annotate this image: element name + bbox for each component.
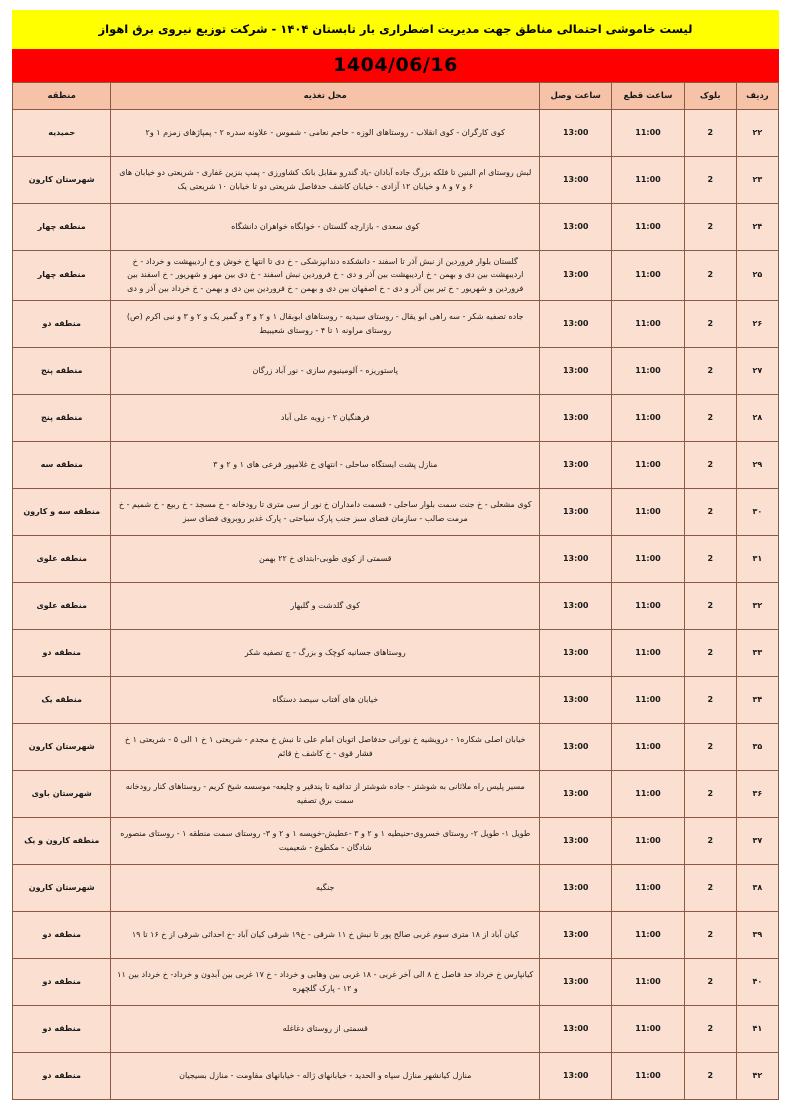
- outage-schedule-table: [12, 82, 779, 1100]
- cell-off-time: 11:00: [612, 864, 684, 911]
- cell-feed-location: خیابان های آفتاب سیصد دستگاه: [111, 676, 540, 723]
- cell-off-time: 11:00: [612, 1052, 684, 1099]
- cell-block: 2: [684, 441, 736, 488]
- column-header-row: ردیف: [736, 82, 778, 109]
- cell-off-time: 11:00: [612, 770, 684, 817]
- cell-feed-location: کوی گلدشت و گلبهار: [111, 582, 540, 629]
- table-row: [13, 1052, 779, 1099]
- cell-off-time: 11:00: [612, 488, 684, 535]
- cell-zone: منطقه علوی: [13, 535, 111, 582]
- cell-feed-location: کیان آباد از ۱۸ متری سوم غربی صالح پور تا نبش خ ۱۱ شرقی - خ۱۹ شرقی کیان آباد -خ احداثی شرقی از خ ۱۶ تا ۱۹: [111, 911, 540, 958]
- cell-row-number: ۳۲: [736, 582, 778, 629]
- cell-row-number: ۳۶: [736, 770, 778, 817]
- cell-off-time: 11:00: [612, 109, 684, 156]
- cell-zone: شهرستان کارون: [13, 723, 111, 770]
- table-row: [13, 817, 779, 864]
- cell-off-time: 11:00: [612, 1005, 684, 1052]
- column-header-on-time: ساعت وصل: [540, 82, 612, 109]
- cell-zone: منطقه علوی: [13, 582, 111, 629]
- cell-on-time: 13:00: [540, 582, 612, 629]
- cell-feed-location: فرهنگیان ۲ - زویه علی آباد: [111, 394, 540, 441]
- cell-on-time: 13:00: [540, 441, 612, 488]
- cell-row-number: ۲۴: [736, 203, 778, 250]
- cell-zone: منطقه دو: [13, 300, 111, 347]
- cell-feed-location: لبش روستای ام البنین تا فلکه بزرگ جاده آبادان -یاد گندرو مقابل بانک کشاورزی - پمپ بنزین غفاری - شریعتی دو خیابان های ۶ و ۷ و ۸ و خیابان ۱۲ آزادی - خیابان کاشف حدفاصل شریعتی دو تا خیابان ۱۰ شریعتی یک: [111, 156, 540, 203]
- cell-row-number: ۳۱: [736, 535, 778, 582]
- cell-zone: شهرستان کارون: [13, 864, 111, 911]
- table-row: [13, 911, 779, 958]
- table-row: [13, 723, 779, 770]
- column-header-feed-location: محل تغذیه: [111, 82, 540, 109]
- table-row: [13, 770, 779, 817]
- cell-off-time: 11:00: [612, 250, 684, 300]
- schedule-date: 1404/06/16: [12, 49, 779, 82]
- cell-off-time: 11:00: [612, 203, 684, 250]
- cell-feed-location: کیانپارس خ خرداد حد فاصل خ ۸ الی آخر غربی - ۱۸ غربی بین وهابی و خرداد - خ ۱۷ غربی بین آبدون و خرداد- خ خرداد بین ۱۱ و ۱۲ - پارک گلچهره: [111, 958, 540, 1005]
- cell-feed-location: روستاهای جسانیه کوچک و بزرگ - چ تصفیه شکر: [111, 629, 540, 676]
- table-header-row: [13, 82, 779, 109]
- cell-on-time: 13:00: [540, 723, 612, 770]
- cell-block: 2: [684, 723, 736, 770]
- cell-zone: منطقه سه: [13, 441, 111, 488]
- cell-feed-location: طویل ۱- طویل ۲- روستای خسروی-حنیطیه ۱ و ۲ و ۳ -عطیش-خویسه ۱ و ۲ و ۳- روستای سمت منطقه ۱ - روستای منصوره شادگان - مکطوع - شعیمیت: [111, 817, 540, 864]
- cell-row-number: ۳۴: [736, 676, 778, 723]
- table-row: [13, 347, 779, 394]
- cell-off-time: 11:00: [612, 156, 684, 203]
- cell-on-time: 13:00: [540, 203, 612, 250]
- cell-block: 2: [684, 488, 736, 535]
- cell-block: 2: [684, 347, 736, 394]
- cell-block: 2: [684, 394, 736, 441]
- cell-off-time: 11:00: [612, 394, 684, 441]
- cell-on-time: 13:00: [540, 958, 612, 1005]
- column-header-zone: منطقه: [13, 82, 111, 109]
- cell-zone: منطقه دو: [13, 958, 111, 1005]
- table-row: [13, 958, 779, 1005]
- cell-off-time: 11:00: [612, 347, 684, 394]
- cell-zone: منطقه چهار: [13, 250, 111, 300]
- cell-on-time: 13:00: [540, 817, 612, 864]
- cell-zone: حمیدیه: [13, 109, 111, 156]
- cell-feed-location: قسمتی از کوی طوبی-ابتدای خ ۲۲ بهمن: [111, 535, 540, 582]
- cell-feed-location: قسمتی از روستای دغاغله: [111, 1005, 540, 1052]
- cell-on-time: 13:00: [540, 535, 612, 582]
- cell-row-number: ۳۷: [736, 817, 778, 864]
- cell-feed-location: کوی سعدی - بازارچه گلستان - خوابگاه خواهران دانشگاه: [111, 203, 540, 250]
- cell-on-time: 13:00: [540, 250, 612, 300]
- table-row: [13, 1005, 779, 1052]
- cell-block: 2: [684, 958, 736, 1005]
- cell-off-time: 11:00: [612, 958, 684, 1005]
- page-title: لیست خاموشی احتمالی مناطق جهت مدیریت اضطراری بار تابستان ۱۴۰۴ - شرکت توزیع نیروی برق اهواز: [12, 10, 779, 49]
- cell-row-number: ۲۵: [736, 250, 778, 300]
- cell-on-time: 13:00: [540, 1005, 612, 1052]
- table-row: [13, 629, 779, 676]
- cell-block: 2: [684, 911, 736, 958]
- cell-block: 2: [684, 156, 736, 203]
- table-row: [13, 864, 779, 911]
- cell-block: 2: [684, 250, 736, 300]
- cell-on-time: 13:00: [540, 1052, 612, 1099]
- cell-block: 2: [684, 1005, 736, 1052]
- cell-on-time: 13:00: [540, 676, 612, 723]
- cell-on-time: 13:00: [540, 911, 612, 958]
- cell-block: 2: [684, 203, 736, 250]
- cell-feed-location: مسیر پلیس راه ملاثانی به شوشتر - جاده شوشتر از تدافیه تا پندقیر و چلیعه- موسسه شیخ کریم - روستاهای کنار رودخانه سمت برق تصفیه: [111, 770, 540, 817]
- cell-row-number: ۴۰: [736, 958, 778, 1005]
- table-row: [13, 394, 779, 441]
- table-row: [13, 676, 779, 723]
- cell-row-number: ۲۲: [736, 109, 778, 156]
- cell-zone: منطقه دو: [13, 1005, 111, 1052]
- cell-off-time: 11:00: [612, 817, 684, 864]
- cell-off-time: 11:00: [612, 300, 684, 347]
- table-row: [13, 250, 779, 300]
- cell-zone: شهرستان باوی: [13, 770, 111, 817]
- cell-feed-location: منازل کیانشهر منازل سپاه و الحدید - خیابانهای ژاله - خیابانهای مقاومت - منازل بسیجیان: [111, 1052, 540, 1099]
- cell-feed-location: جنگیه: [111, 864, 540, 911]
- cell-row-number: ۲۹: [736, 441, 778, 488]
- cell-zone: منطقه سه و کارون: [13, 488, 111, 535]
- cell-on-time: 13:00: [540, 347, 612, 394]
- cell-feed-location: خیابان اصلی شکاره۱ - درویشیه خ نورانی حدفاصل اتوبان امام علی تا نبش خ مجدم - شریعتی ۱ خ ۱ الی ۵ - شریعتی ۱ خ فشار قوی - خ کاشف خ قائم: [111, 723, 540, 770]
- cell-row-number: ۴۱: [736, 1005, 778, 1052]
- cell-on-time: 13:00: [540, 488, 612, 535]
- cell-zone: منطقه دو: [13, 1052, 111, 1099]
- cell-row-number: ۲۳: [736, 156, 778, 203]
- column-header-off-time: ساعت قطع: [612, 82, 684, 109]
- table-body: [13, 109, 779, 1099]
- cell-zone: منطقه پنج: [13, 394, 111, 441]
- table-row: [13, 300, 779, 347]
- cell-on-time: 13:00: [540, 864, 612, 911]
- cell-block: 2: [684, 770, 736, 817]
- cell-off-time: 11:00: [612, 582, 684, 629]
- cell-feed-location: منازل پشت ایستگاه ساحلی - انتهای خ غلامپور فرعی های ۱ و ۲ و ۳: [111, 441, 540, 488]
- cell-on-time: 13:00: [540, 770, 612, 817]
- cell-row-number: ۳۰: [736, 488, 778, 535]
- cell-row-number: ۲۶: [736, 300, 778, 347]
- cell-zone: منطقه چهار: [13, 203, 111, 250]
- cell-off-time: 11:00: [612, 441, 684, 488]
- cell-on-time: 13:00: [540, 109, 612, 156]
- cell-off-time: 11:00: [612, 535, 684, 582]
- cell-row-number: ۲۸: [736, 394, 778, 441]
- cell-row-number: ۳۸: [736, 864, 778, 911]
- cell-row-number: ۲۷: [736, 347, 778, 394]
- cell-off-time: 11:00: [612, 723, 684, 770]
- cell-block: 2: [684, 864, 736, 911]
- cell-feed-location: جاده تصفیه شکر - سه راهی ابو یقال - روستای سیدیه - روستاهای ابوبقال ۱ و ۲ و ۳ و گمیر یک و ۲ و ۳ و نبی اکرم (ص) روستای مراونه ۱ تا ۴ - روستای شعیبیط: [111, 300, 540, 347]
- cell-zone: شهرستان کارون: [13, 156, 111, 203]
- cell-on-time: 13:00: [540, 300, 612, 347]
- cell-row-number: ۳۹: [736, 911, 778, 958]
- table-row: [13, 203, 779, 250]
- cell-zone: منطقه پنج: [13, 347, 111, 394]
- cell-on-time: 13:00: [540, 156, 612, 203]
- cell-block: 2: [684, 1052, 736, 1099]
- cell-off-time: 11:00: [612, 676, 684, 723]
- cell-zone: منطقه کارون و یک: [13, 817, 111, 864]
- cell-feed-location: کوی مشعلی - خ جنت سمت بلوار ساحلی - قسمت دامداران خ نور از سی متری تا رودخانه - خ مسجد - خ ربیع - خ شمیم - خ مرمت صالب - سازمان فضای سبز جنب پارک سیاحتی - پارک غدیر روبروی فضای سبز: [111, 488, 540, 535]
- cell-on-time: 13:00: [540, 629, 612, 676]
- table-row: [13, 441, 779, 488]
- table-row: [13, 535, 779, 582]
- cell-block: 2: [684, 582, 736, 629]
- cell-off-time: 11:00: [612, 911, 684, 958]
- cell-feed-location: کوی کارگران - کوی انقلاب - روستاهای الوزه - حاجم نعامی - شموس - علاونه سدره ۲ - پمپاژهای زمزم ۱ و۲: [111, 109, 540, 156]
- table-row: [13, 109, 779, 156]
- cell-zone: منطقه دو: [13, 911, 111, 958]
- cell-block: 2: [684, 817, 736, 864]
- cell-on-time: 13:00: [540, 394, 612, 441]
- cell-off-time: 11:00: [612, 629, 684, 676]
- table-row: [13, 156, 779, 203]
- cell-feed-location: پاستوریزه - آلومینیوم سازی - نور آباد زرگان: [111, 347, 540, 394]
- cell-block: 2: [684, 629, 736, 676]
- cell-row-number: ۴۲: [736, 1052, 778, 1099]
- cell-feed-location: گلستان بلوار فروردین از نبش آذر تا اسفند - دانشکده دندانپزشکی - خ دی تا انتها خ خوش و خ اردیبهشت و خرداد - خ اردیبهشت بین دی و بهمن - خ اردیبهشت بین آذر و دی - خ فروردین نبش اسفند - خ دی بین مهر و شهریور - خ اسفند بین فروردین و شهریور - خ تیر بین آذر و دی - خ اصفهان بین دی و بهمن - خ فروردین بین دی و بهمن - خ خرداد بین آذر و دی: [111, 250, 540, 300]
- cell-zone: منطقه یک: [13, 676, 111, 723]
- table-row: [13, 582, 779, 629]
- cell-row-number: ۳۵: [736, 723, 778, 770]
- cell-block: 2: [684, 300, 736, 347]
- cell-block: 2: [684, 535, 736, 582]
- cell-block: 2: [684, 676, 736, 723]
- table-row: [13, 488, 779, 535]
- cell-row-number: ۳۳: [736, 629, 778, 676]
- cell-zone: منطقه دو: [13, 629, 111, 676]
- cell-block: 2: [684, 109, 736, 156]
- column-header-block: بلوک: [684, 82, 736, 109]
